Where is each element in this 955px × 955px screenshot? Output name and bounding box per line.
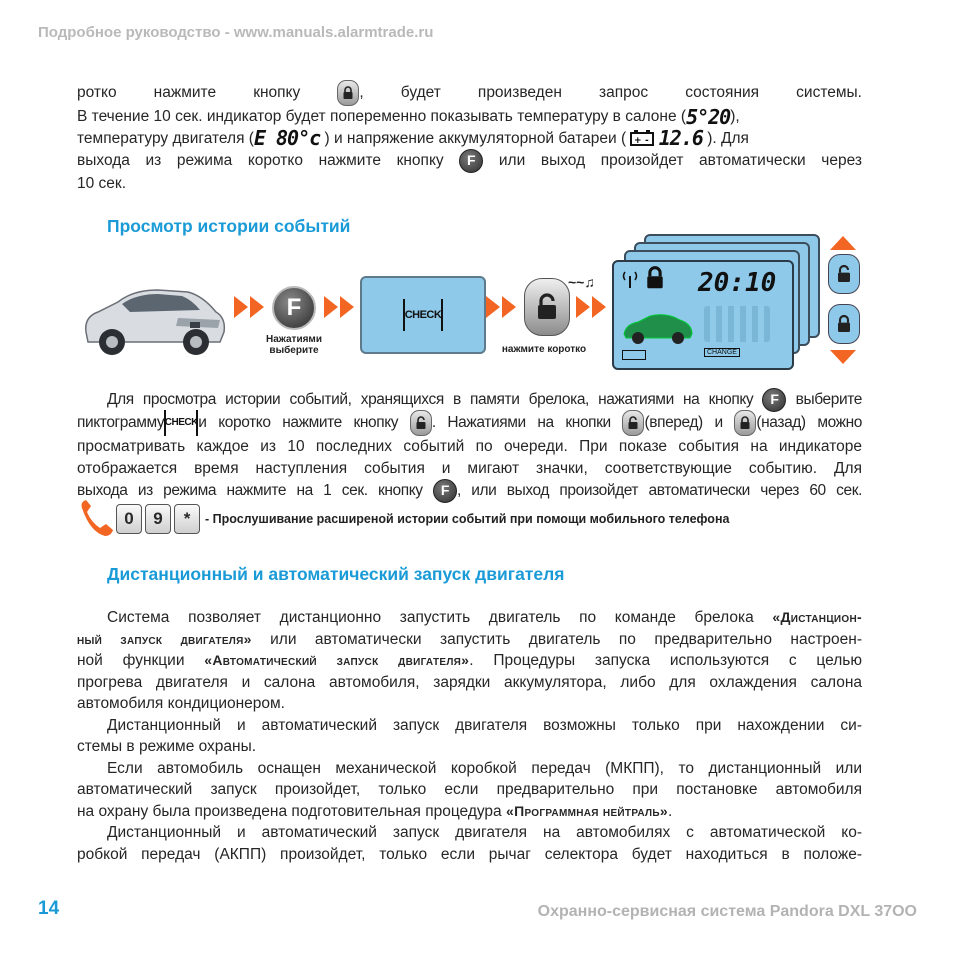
back-button-icon [734,410,756,436]
lcd-event-time: 20:10 [698,268,777,298]
forward-button-icon [622,410,644,436]
intro-line-4: выхода из режима коротко нажмите кнопку F или выход произойдет автоматически через [77,149,862,173]
es-line-6: Дистанционный и автоматический запуск двигателя возможны только при нахождении си- [107,716,862,734]
es-line-5: автомобиля кондиционером. [77,695,285,712]
es-line-11: Дистанционный и автоматический запуск двигателя на автомобилях с автоматической ко- [107,824,862,841]
caption-press-select: Нажатиями выберите [266,334,322,356]
intro-line-3: температуру двигателя (E 80°c ) и напряжение аккумуляторной батареи ( + - 12.6 ). Для [77,126,749,151]
phone-icon [76,498,116,540]
es-line-3: ной функции «Автоматический запуск двигателя». Процедуры запуска используются с целью [77,652,862,669]
lock-button-icon [410,410,432,436]
lock-closed-icon [644,266,666,290]
history-line-1: Для просмотра истории событий, хранящихся в памяти брелока, нажатиями на кнопку F выберите [107,388,862,412]
check-icon: CHECK [164,410,198,436]
lcd-check-screen [360,276,486,354]
es-line-8: Если автомобиль оснащен механической коробкой передач (МКПП), то дистанционный или [107,759,862,777]
lcd-battery-voltage: 12.6 [658,126,703,151]
history-line-5: выхода из режима нажмите на 1 сек. кнопку F , или выход произойдет автоматически через 60 сек. [77,479,862,503]
es-line-10: на охрану была произведена подготовительная процедура «Программная нейтраль». [77,802,673,820]
history-line-3: просматривать каждое из 10 последних событий по очереди. При показе события на индикаторе [77,438,862,455]
f-button-large-icon: F [272,286,316,330]
check-icon: CHECK [403,299,443,331]
es-line-1: Система позволяет дистанционно запустить двигатель по команде брелока «Дистанцион- [107,609,862,626]
header-url: Подробное руководство - www.manuals.alarmtrade.ru [38,24,434,41]
intro-line-1: ротко нажмите кнопку , будет произведен запрос состояния системы. [77,80,862,106]
es-line-4: прогрева двигателя и салона автомобиля, зарядки аккумулятора, либо для охлаждения салона [77,673,862,691]
arrow-right-icon [234,296,268,318]
car-status-icon [620,310,696,346]
footer-product-title: Охранно-сервисная система Pandora DXL 37OO [537,903,917,920]
lcd-engine-temp: E 80°c [253,126,321,151]
es-line-2: ный запуск двигателя» или автоматически запустить двигатель по предварительно настроен- [77,630,863,648]
phone-row [76,498,729,540]
lcd-cabin-temp: 5°20 [686,104,731,129]
history-line-2: пиктограммуCHECKи коротко нажмите кнопку . Нажатиями на кнопки (вперед) и (назад) можно [77,410,862,436]
phone-key-0: 0 [116,504,142,534]
sound-icon: ~~♫ [568,274,595,290]
engine-start-text [77,607,862,865]
history-diagram [78,234,868,374]
battery-level-icon [622,350,646,360]
intro-paragraph [77,80,862,195]
es-line-12: робкой передач (АКПП) произойдет, только если рычаг селектора будет находиться в положе- [77,845,862,863]
f-button-icon: F [762,388,786,412]
lock-button-large-icon [524,278,570,336]
phone-key-9: 9 [145,504,171,534]
arrow-right-icon [324,296,358,318]
es-line-9: автоматический запуск произойдет, только если предварительно при постановке автомобиля [77,781,862,798]
section-title-engine-start: Дистанционный и автоматический запуск двигателя [107,564,565,584]
f-button-icon: F [459,149,483,173]
lcd-event-screen [612,260,794,370]
svg-text:+: + [634,136,642,147]
arrow-down-icon [830,350,856,364]
page-number: 14 [38,898,60,919]
battery-icon [630,130,654,146]
es-line-7: стемы в режиме охраны. [77,738,257,755]
lock-button-icon [337,80,359,106]
history-line-4: отображается время наступления события и мигают значки, соответствующие событию. Для [77,459,862,477]
forward-button-icon [828,254,860,294]
history-paragraph-cont [77,410,862,503]
arrow-right-icon [486,296,520,318]
antenna-icon [622,270,638,288]
section-title-history: Просмотр истории событий [107,216,351,236]
phone-key-star: * [174,504,200,534]
lcd-segment-area [704,306,770,342]
phone-caption: - Прослушивание расширеной истории событий при помощи мобильного телефона [205,512,730,526]
f-button-icon: F [433,479,457,503]
back-button-icon [828,304,860,344]
arrow-up-icon [830,236,856,250]
arrow-right-icon [576,296,610,318]
intro-line-2: В течение 10 сек. индикатор будет попеременно показывать температуру в салоне (5°20), [77,104,740,129]
car-image [78,272,228,362]
caption-press-short: нажмите коротко [501,344,587,355]
history-paragraph [107,388,862,412]
intro-line-5: 10 сек. [77,175,127,192]
lcd-mode-label: CHANGE [704,348,740,357]
svg-text:-: - [645,136,650,147]
